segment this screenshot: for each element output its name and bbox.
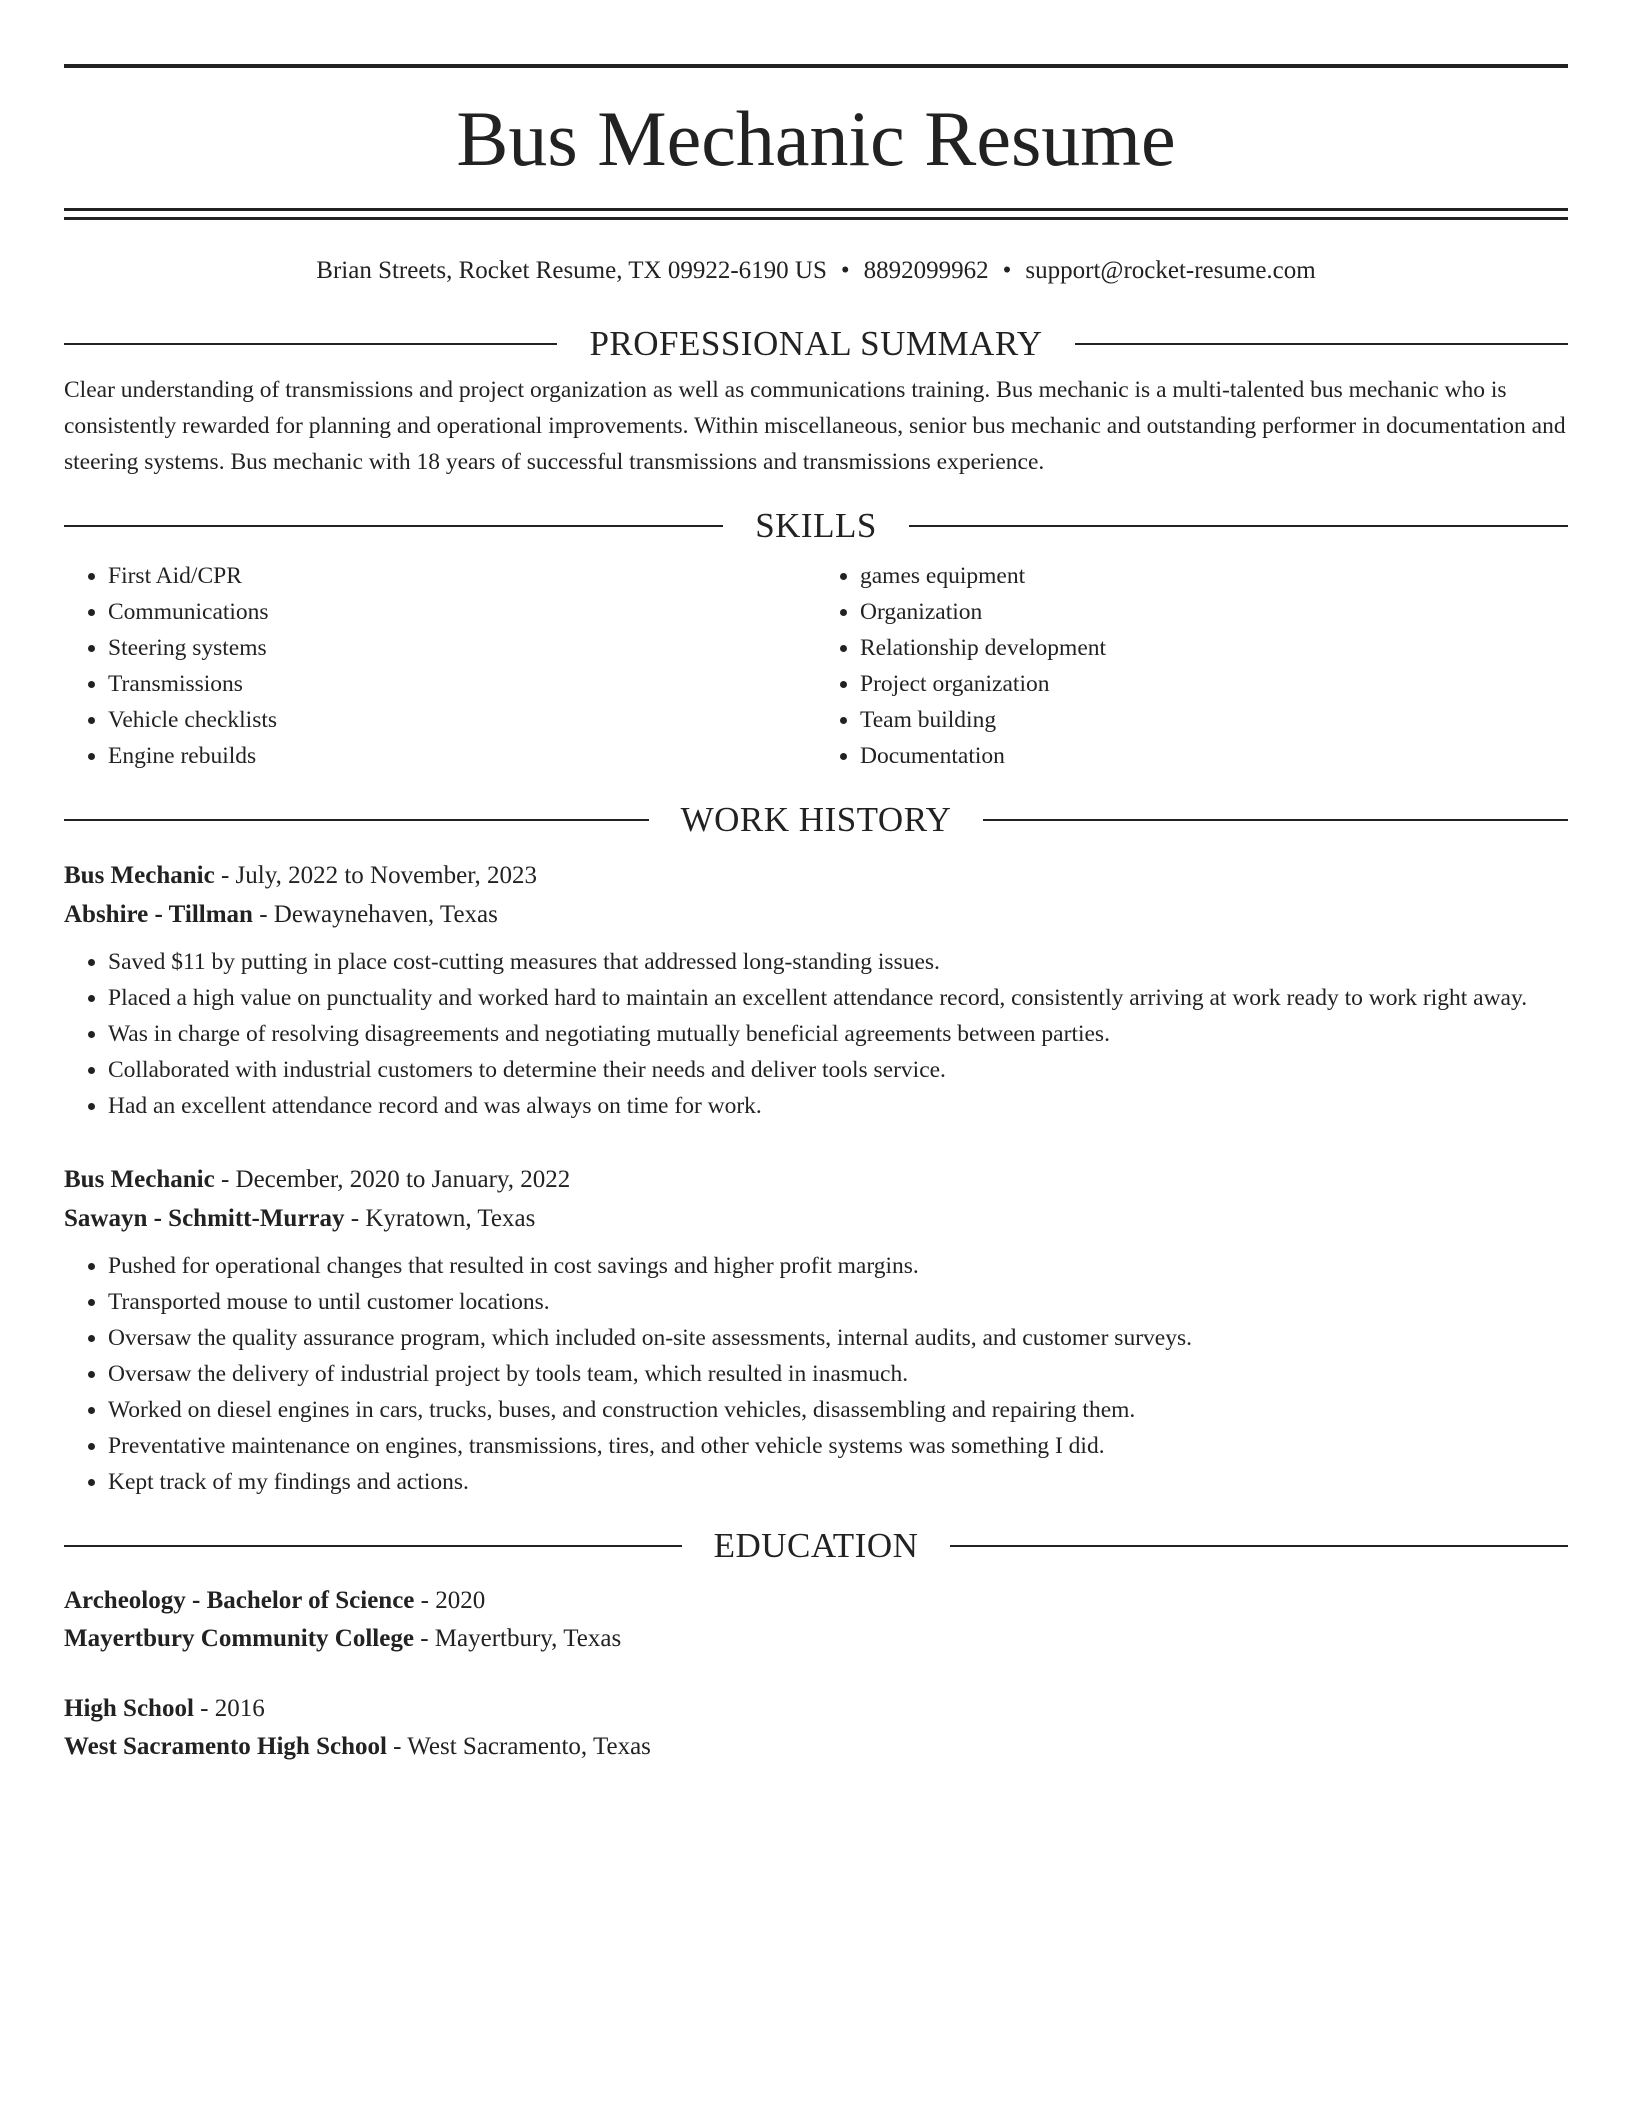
skill-item: • Transmissions	[108, 666, 816, 702]
skill-item: • Relationship development	[860, 630, 1568, 666]
education-entry	[64, 1690, 1568, 1766]
section-heading-skills	[64, 504, 1568, 548]
skills-column-left	[64, 558, 816, 774]
title-rule-2	[64, 217, 1568, 220]
heading-rule	[64, 1545, 682, 1547]
education-degree-line	[64, 1582, 1568, 1620]
section-heading-work	[64, 798, 1568, 842]
section-title: EDUCATION	[713, 1526, 919, 1565]
job-bullets	[64, 1248, 1568, 1500]
heading-rule	[1075, 343, 1568, 345]
education-school: West Sacramento High School	[64, 1733, 387, 1760]
job-title-line	[64, 1160, 1568, 1199]
skill-item: • Project organization	[860, 666, 1568, 702]
contact-email: support@rocket-resume.com	[1025, 257, 1316, 284]
skill-item: • Engine rebuilds	[108, 738, 816, 774]
job-company-line	[64, 895, 1568, 934]
job-bullet: • Saved $11 by putting in place cost-cutting measures that addressed long-standing issues.	[108, 944, 1568, 980]
section-heading-summary	[64, 322, 1568, 366]
job-location: - Kyratown, Texas	[344, 1205, 536, 1232]
job-bullet: • Oversaw the quality assurance program, which included on-site assessments, internal audits, and customer surveys.	[108, 1320, 1568, 1356]
section-title: PROFESSIONAL SUMMARY	[589, 324, 1043, 363]
resume-title: Bus Mechanic Resume	[456, 95, 1176, 182]
skill-item: • Steering systems	[108, 630, 816, 666]
heading-rule	[909, 525, 1568, 527]
job-location: - Dewaynehaven, Texas	[252, 901, 498, 928]
job-bullet: • Worked on diesel engines in cars, trucks, buses, and construction vehicles, disassembling and repairing them.	[108, 1392, 1568, 1428]
education-degree-line	[64, 1690, 1568, 1728]
skill-item: • Communications	[108, 594, 816, 630]
job-bullet: • Pushed for operational changes that resulted in cost savings and higher profit margins.	[108, 1248, 1568, 1284]
skill-item: • Team building	[860, 702, 1568, 738]
job-company-line	[64, 1199, 1568, 1238]
section-title: SKILLS	[755, 506, 877, 545]
job-bullet: • Was in charge of resolving disagreements and negotiating mutually beneficial agreements between parties.	[108, 1016, 1568, 1052]
job-entry	[64, 856, 1568, 1124]
education-year: - 2016	[193, 1695, 265, 1722]
job-title-line	[64, 856, 1568, 895]
heading-rule	[64, 819, 649, 821]
job-bullets	[64, 944, 1568, 1124]
job-bullet: • Had an excellent attendance record and was always on time for work.	[108, 1088, 1568, 1124]
contact-separator: •	[1002, 257, 1012, 284]
job-bullet: • Kept track of my findings and actions.	[108, 1464, 1568, 1500]
job-dates: - July, 2022 to November, 2023	[214, 862, 538, 889]
section-title: WORK HISTORY	[680, 800, 952, 839]
skill-item: • First Aid/CPR	[108, 558, 816, 594]
education-degree: Archeology - Bachelor of Science	[64, 1587, 415, 1614]
contact-phone: 8892099962	[863, 257, 989, 284]
education-entry	[64, 1582, 1568, 1658]
education-location: - Mayertbury, Texas	[413, 1625, 622, 1652]
education-school: Mayertbury Community College	[64, 1625, 414, 1652]
job-bullet: • Placed a high value on punctuality and worked hard to maintain an excellent attendance record, consistently arriving at work ready to work right away.	[108, 980, 1568, 1016]
section-heading-education	[64, 1524, 1568, 1568]
contact-separator: •	[840, 257, 850, 284]
education-location: - West Sacramento, Texas	[386, 1733, 651, 1760]
skills-column-right	[816, 558, 1568, 774]
resume-page	[64, 64, 1568, 1766]
job-dates: - December, 2020 to January, 2022	[214, 1166, 571, 1193]
job-entry	[64, 1160, 1568, 1500]
skill-item: • Organization	[860, 594, 1568, 630]
job-bullet: • Oversaw the delivery of industrial project by tools team, which resulted in inasmuch.	[108, 1356, 1568, 1392]
heading-rule	[983, 819, 1568, 821]
education-year: - 2020	[414, 1587, 486, 1614]
education-school-line	[64, 1728, 1568, 1766]
job-bullet: • Collaborated with industrial customers to determine their needs and deliver tools service.	[108, 1052, 1568, 1088]
education-degree: High School	[64, 1695, 194, 1722]
job-company: Abshire - Tillman	[64, 901, 253, 928]
job-title: Bus Mechanic	[64, 1166, 215, 1193]
job-company: Sawayn - Schmitt-Murray	[64, 1205, 345, 1232]
job-bullet: • Preventative maintenance on engines, transmissions, tires, and other vehicle systems was something I did.	[108, 1428, 1568, 1464]
summary-text: Clear understanding of transmissions and project organization as well as communications training. Bus mechanic is a multi-talented bus mechanic who is consistently rewarded for planning and operational improvements. Within miscellaneous, senior bus mechanic and outstanding performer in documentation and steering systems. Bus mechanic with 18 years of successful transmissions and transmissions experience.	[64, 377, 1566, 475]
title-rule-1	[64, 208, 1568, 211]
skills-list	[64, 558, 1568, 774]
skill-item: • games equipment	[860, 558, 1568, 594]
skill-item: • Vehicle checklists	[108, 702, 816, 738]
education-school-line	[64, 1620, 1568, 1658]
contact-address: Brian Streets, Rocket Resume, TX 09922-6190 US	[316, 257, 827, 284]
heading-rule	[64, 343, 557, 345]
skill-item: • Documentation	[860, 738, 1568, 774]
heading-rule	[950, 1545, 1568, 1547]
heading-rule	[64, 525, 723, 527]
job-bullet: • Transported mouse to until customer locations.	[108, 1284, 1568, 1320]
contact-line	[64, 256, 1568, 286]
job-title: Bus Mechanic	[64, 862, 215, 889]
